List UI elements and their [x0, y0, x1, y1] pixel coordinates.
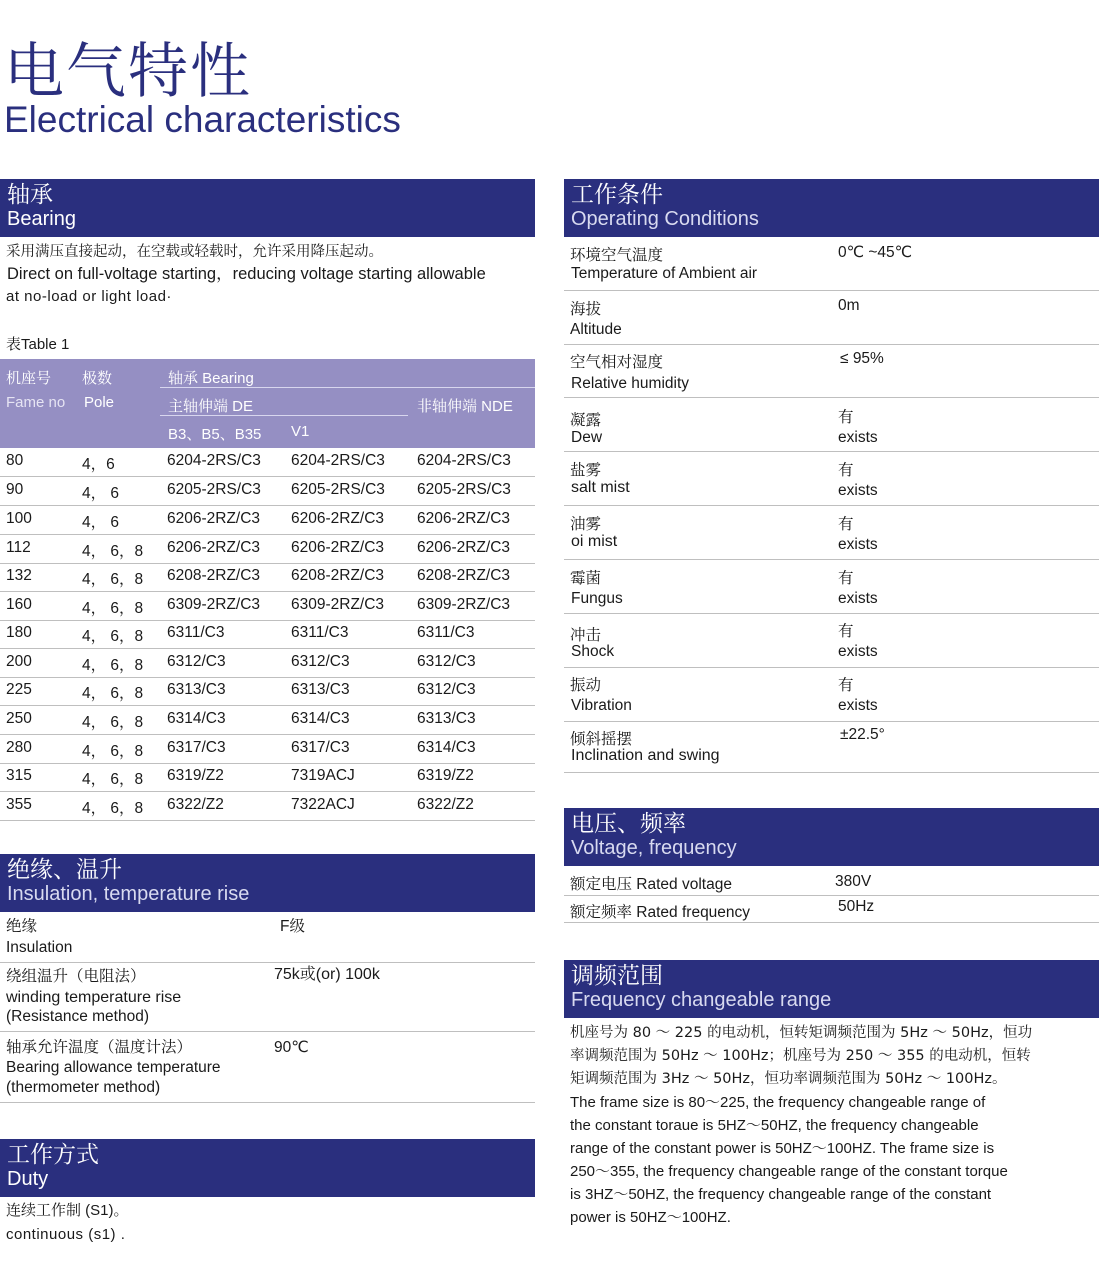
- table-row: [0, 735, 535, 764]
- freq-range-cn-1: 机座号为 80 ～ 225 的电动机，恒转矩调频范围为 5Hz ～ 50Hz，恒功: [570, 1025, 1033, 1041]
- condition-label-cn: 倾斜摇摆: [570, 731, 633, 748]
- insulation-value: F级: [280, 918, 305, 935]
- col-frame-en: Fame no: [6, 394, 66, 411]
- row-nde: 6311/C3: [417, 624, 475, 641]
- rated-frequency-value: 50Hz: [838, 898, 875, 915]
- row-b3: 6309-2RZ/C3: [167, 596, 261, 613]
- table-row: [0, 649, 535, 678]
- freq-range-header-en: Frequency changeable range: [571, 989, 832, 1011]
- insulation-row: [0, 1032, 535, 1103]
- duty-header-cn: 工作方式: [7, 1142, 99, 1168]
- col-de: 主轴伸端 DE: [168, 398, 254, 415]
- col-pole-en: Pole: [84, 394, 115, 411]
- freq-range-cn-3: 矩调频范围为 3Hz ～ 50Hz，恒功率调频范围为 50Hz ～ 100Hz。: [570, 1071, 1007, 1087]
- insulation-section-header: [0, 854, 535, 912]
- row-b3: 6205-2RS/C3: [167, 481, 261, 498]
- condition-row: [564, 668, 1099, 722]
- condition-value: 有: [838, 462, 854, 479]
- condition-label-cn: 霉菌: [570, 570, 602, 587]
- row-pole: 4， 6，8: [82, 714, 144, 731]
- table-row: [0, 763, 535, 792]
- voltage-header-cn: 电压、频率: [571, 811, 686, 837]
- table-row: [0, 563, 535, 592]
- row-frame: 355: [6, 796, 32, 813]
- row-v1: 6206-2RZ/C3: [291, 539, 385, 556]
- condition-value: 有: [838, 516, 854, 533]
- row-frame: 225: [6, 681, 32, 698]
- bearing-desc-cn: 采用满压直接起动，在空载或轻载时，允许采用降压起动。: [6, 244, 383, 260]
- bearing-section-header: [0, 179, 535, 237]
- voltage-header-en: Voltage, frequency: [571, 837, 737, 859]
- condition-row: [564, 614, 1099, 668]
- row-b3: 6313/C3: [167, 681, 226, 698]
- winding-label-cn: 绕组温升（电阻法）: [6, 968, 146, 985]
- duty-section-header: [0, 1139, 535, 1197]
- insulation-row: [0, 912, 535, 963]
- duty-line-en: continuous (s1) .: [6, 1226, 126, 1243]
- condition-row: [564, 237, 1099, 291]
- operating-header-cn: 工作条件: [571, 182, 663, 208]
- col-pole-cn: 极数: [82, 370, 113, 387]
- row-frame: 180: [6, 624, 32, 641]
- col-b3: B3、B5、B35: [168, 426, 262, 443]
- row-v1: 6204-2RS/C3: [291, 452, 385, 469]
- condition-label-en: oi mist: [571, 533, 618, 550]
- voltage-section-header: [564, 808, 1099, 866]
- freq-range-en-2: the constant toraue is 5HZ～50HZ, the frequency changeable: [570, 1117, 979, 1134]
- row-nde: 6319/Z2: [417, 767, 474, 784]
- row-pole: 4， 6，8: [82, 628, 144, 645]
- condition-row: [564, 506, 1099, 560]
- row-pole: 4， 6，8: [82, 571, 144, 588]
- freq-range-cn-2: 率调频范围为 50Hz ～ 100Hz；机座号为 250 ～ 355 的电动机，恒转: [570, 1048, 1031, 1064]
- freq-range-en-1: The frame size is 80～225, the frequency changeable range of: [570, 1094, 986, 1111]
- condition-row: [564, 452, 1099, 506]
- row-b3: 6206-2RZ/C3: [167, 539, 261, 556]
- row-b3: 6204-2RS/C3: [167, 452, 261, 469]
- freq-range-text: [570, 1022, 1100, 1229]
- row-pole: 4， 6，8: [82, 657, 144, 674]
- table-row: [0, 592, 535, 621]
- condition-value-en: exists: [838, 429, 878, 446]
- condition-label-en: Inclination and swing: [571, 747, 720, 764]
- row-b3: 6208-2RZ/C3: [167, 567, 261, 584]
- table-row: [0, 620, 535, 649]
- condition-label-en: Altitude: [570, 321, 622, 338]
- rated-voltage-label: 额定电压 Rated voltage: [570, 876, 732, 893]
- table-row: [0, 506, 535, 535]
- page-title-en: Electrical characteristics: [4, 99, 401, 140]
- row-frame: 132: [6, 567, 32, 584]
- condition-label-cn: 油雾: [570, 516, 602, 533]
- freq-range-header-cn: 调频范围: [571, 963, 663, 989]
- condition-value: 有: [838, 570, 854, 587]
- condition-label-en: Temperature of Ambient air: [571, 265, 758, 282]
- row-b3: 6317/C3: [167, 739, 226, 756]
- rated-frequency-label: 额定频率 Rated frequency: [570, 904, 751, 921]
- bearing-desc-en1: Direct on full-voltage starting，reducing voltage starting allowable: [7, 265, 486, 283]
- table-row: [0, 706, 535, 735]
- header-divider-de: [160, 415, 408, 416]
- condition-row: [564, 345, 1099, 398]
- condition-label-cn: 凝露: [570, 412, 602, 429]
- row-frame: 160: [6, 596, 32, 613]
- condition-value: 有: [838, 623, 854, 640]
- row-pole: 4， 6，8: [82, 600, 144, 617]
- bearing-table-header: [0, 359, 535, 448]
- row-pole: 4， 6，8: [82, 771, 144, 788]
- bearing-desc-en2: at no-load or light load·: [6, 288, 172, 305]
- row-b3: 6314/C3: [167, 710, 226, 727]
- row-v1: 6311/C3: [291, 624, 349, 641]
- condition-value: 0m: [838, 297, 860, 314]
- bearing-temp-label-en: Bearing allowance temperature: [6, 1059, 221, 1076]
- table-row: [0, 677, 535, 706]
- row-b3: 6322/Z2: [167, 796, 224, 813]
- row-nde: 6312/C3: [417, 681, 476, 698]
- rated-voltage-value: 380V: [835, 873, 872, 890]
- row-frame: 80: [6, 452, 24, 469]
- condition-label-en: Dew: [571, 429, 603, 446]
- row-nde: 6312/C3: [417, 653, 476, 670]
- row-pole: 4， 6，8: [82, 800, 144, 817]
- condition-value-en: exists: [838, 697, 878, 714]
- row-pole: 4， 6，8: [82, 685, 144, 702]
- table-row: [0, 448, 535, 477]
- bearing-temp-value: 90℃: [274, 1039, 309, 1056]
- condition-value-en: exists: [838, 590, 878, 607]
- condition-value: ±22.5°: [840, 726, 885, 743]
- condition-label-en: Fungus: [571, 590, 623, 607]
- freq-range-section-header: [564, 960, 1099, 1018]
- insulation-label-en: Insulation: [6, 939, 73, 956]
- row-v1: 6208-2RZ/C3: [291, 567, 385, 584]
- row-v1: 6206-2RZ/C3: [291, 510, 385, 527]
- condition-value-en: exists: [838, 536, 878, 553]
- winding-label-method: (Resistance method): [6, 1008, 150, 1025]
- row-frame: 315: [6, 767, 32, 784]
- row-v1: 7322ACJ: [291, 796, 355, 813]
- freq-range-en-4: 250～355, the frequency changeable range of the constant torque: [570, 1163, 1008, 1180]
- duty-header-en: Duty: [7, 1168, 49, 1190]
- operating-header-en: Operating Conditions: [571, 208, 759, 230]
- row-pole: 4， 6，8: [82, 543, 144, 560]
- row-v1: 7319ACJ: [291, 767, 355, 784]
- condition-value: 有: [838, 409, 854, 426]
- table-row: [0, 535, 535, 564]
- operating-section-header: [564, 179, 1099, 237]
- winding-label-en: winding temperature rise: [6, 989, 182, 1006]
- freq-range-en-5: is 3HZ～50HZ, the frequency changeable range of the constant: [570, 1186, 992, 1203]
- condition-label-en: Relative humidity: [571, 375, 690, 392]
- insulation-header-en: Insulation, temperature rise: [7, 883, 250, 905]
- row-v1: 6309-2RZ/C3: [291, 596, 385, 613]
- condition-label-en: Shock: [571, 643, 615, 660]
- row-b3: 6311/C3: [167, 624, 225, 641]
- bearing-header-cn: 轴承: [7, 182, 53, 208]
- table-row: [0, 792, 535, 821]
- row-pole: 4， 6: [82, 514, 120, 531]
- condition-value: 有: [838, 677, 854, 694]
- row-frame: 90: [6, 481, 24, 498]
- row-v1: 6317/C3: [291, 739, 350, 756]
- row-frame: 280: [6, 739, 32, 756]
- bearing-temp-label-method: (thermometer method): [6, 1079, 161, 1096]
- row-b3: 6319/Z2: [167, 767, 224, 784]
- condition-value-en: exists: [838, 643, 878, 660]
- row-nde: 6208-2RZ/C3: [417, 567, 511, 584]
- row-nde: 6313/C3: [417, 710, 476, 727]
- condition-label-cn: 盐雾: [570, 462, 602, 479]
- col-bearing: 轴承 Bearing: [168, 370, 254, 387]
- row-nde: 6205-2RS/C3: [417, 481, 511, 498]
- page-title-cn: 电气特性: [4, 37, 252, 107]
- duty-line-cn: 连续工作制 (S1)。: [6, 1202, 129, 1219]
- voltage-row: [564, 868, 1099, 896]
- bearing-temp-label-cn: 轴承允许温度（温度计法）: [6, 1039, 193, 1056]
- condition-row: [564, 398, 1099, 452]
- condition-label-cn: 空气相对湿度: [570, 354, 664, 371]
- row-frame: 112: [6, 539, 31, 556]
- col-nde: 非轴伸端 NDE: [417, 398, 513, 415]
- col-v1: V1: [291, 423, 310, 440]
- condition-label-cn: 海拔: [570, 301, 602, 318]
- winding-value: 75k或(or) 100k: [274, 966, 380, 983]
- row-nde: 6206-2RZ/C3: [417, 539, 511, 556]
- row-b3: 6312/C3: [167, 653, 226, 670]
- freq-range-en-3: range of the constant power is 50HZ～100HZ. The frame size is: [570, 1140, 995, 1157]
- condition-label-cn: 振动: [570, 677, 602, 694]
- row-nde: 6322/Z2: [417, 796, 474, 813]
- row-nde: 6309-2RZ/C3: [417, 596, 511, 613]
- table-label: 表Table 1: [6, 336, 70, 353]
- condition-value-en: exists: [838, 482, 878, 499]
- freq-range-en-6: power is 50HZ～100HZ.: [570, 1209, 731, 1226]
- row-v1: 6312/C3: [291, 653, 350, 670]
- insulation-header-cn: 绝缘、温升: [7, 857, 122, 883]
- condition-label-en: Vibration: [571, 697, 632, 714]
- insulation-label-cn: 绝缘: [6, 918, 38, 935]
- row-nde: 6314/C3: [417, 739, 476, 756]
- condition-label-en: salt mist: [571, 479, 630, 496]
- row-frame: 250: [6, 710, 32, 727]
- row-frame: 200: [6, 653, 32, 670]
- row-pole: 4， 6: [82, 485, 120, 502]
- row-v1: 6205-2RS/C3: [291, 481, 385, 498]
- row-pole: 4， 6，8: [82, 743, 144, 760]
- row-pole: 4，6: [82, 456, 115, 473]
- condition-row: [564, 291, 1099, 345]
- col-frame-cn: 机座号: [6, 370, 52, 387]
- row-frame: 100: [6, 510, 32, 527]
- row-v1: 6313/C3: [291, 681, 350, 698]
- row-b3: 6206-2RZ/C3: [167, 510, 261, 527]
- condition-row: [564, 722, 1099, 773]
- condition-value: ≤ 95%: [840, 350, 884, 367]
- row-nde: 6204-2RS/C3: [417, 452, 511, 469]
- row-v1: 6314/C3: [291, 710, 350, 727]
- bearing-header-en: Bearing: [7, 208, 76, 230]
- condition-label-cn: 冲击: [570, 627, 602, 644]
- row-nde: 6206-2RZ/C3: [417, 510, 511, 527]
- condition-label-cn: 环境空气温度: [570, 247, 664, 264]
- header-divider: [160, 387, 535, 388]
- table-row: [0, 477, 535, 506]
- condition-value: 0℃ ~45℃: [838, 244, 913, 261]
- insulation-row: [0, 963, 535, 1032]
- frequency-row: [564, 896, 1099, 923]
- condition-row: [564, 560, 1099, 614]
